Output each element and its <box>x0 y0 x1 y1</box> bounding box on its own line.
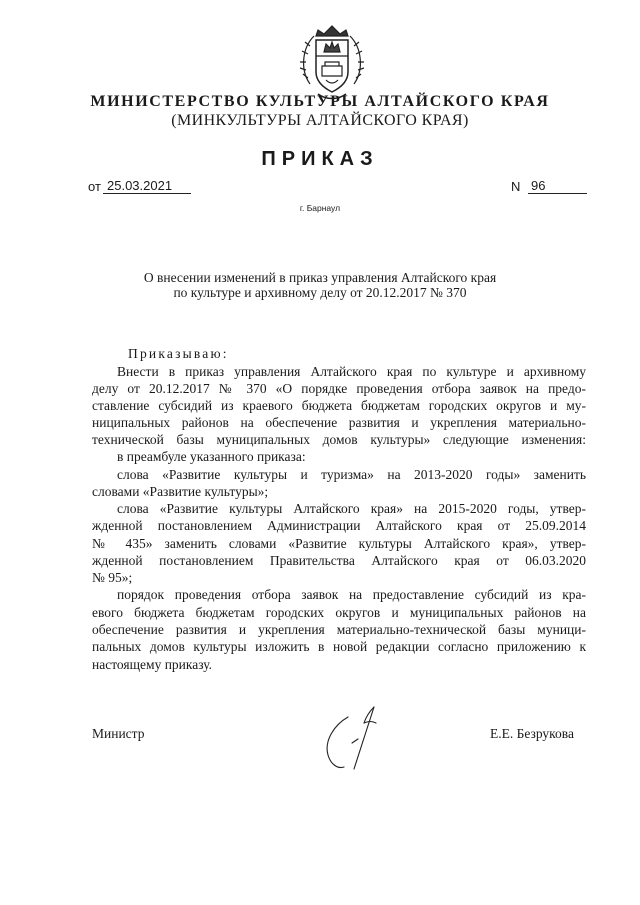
body-line: в преамбуле указанного приказа: <box>117 449 306 464</box>
body-line: настоящему приказу. <box>92 657 213 672</box>
order-subject <box>0 270 640 300</box>
body-line: жденной постановлением Правительства Алтайского края от 06.03.2020 <box>92 553 586 568</box>
signer-position: Министр <box>92 726 145 741</box>
signer-name: Е.Е. Безрукова <box>490 726 574 741</box>
ministry-title: МИНИСТЕРСТВО КУЛЬТУРЫ АЛТАЙСКОГО КРАЯ <box>90 93 550 110</box>
order-word: Приказываю: <box>128 346 229 361</box>
document-type-heading: ПРИКАЗ <box>261 148 379 170</box>
body-line: словами «Развитие культуры»; <box>92 484 269 499</box>
body-line: слова «Развитие культуры и туризма» на 2013-2020 годы» заменить <box>117 467 586 482</box>
coat-of-arms-icon <box>296 22 368 104</box>
body-line: делу от 20.12.2017 № 370 «О порядке проведения отбора заявок на предо- <box>92 381 586 396</box>
order-date: 25.03.2021 <box>103 178 191 194</box>
body-line: № 95»; <box>92 570 133 585</box>
body-line: пальных домов культуры изложить в новой редакции согласно приложению к <box>92 639 586 654</box>
body-line: жденной постановлением Администрации Алтайского края от 25.09.2014 <box>92 518 586 533</box>
body-line: ставление субсидий из краевого бюджета бюджетам городских округов и му- <box>92 398 586 413</box>
subject-line: по культуре и архивному делу от 20.12.2017 № 370 <box>173 285 467 300</box>
body-line: № 435» заменить словами «Развитие культуры Алтайского края», утвер- <box>92 536 586 551</box>
body-line: евого бюджета бюджетам городских округов и муниципальных районов на <box>92 605 586 620</box>
body-line: слова «Развитие культуры Алтайского края» на 2015-2020 годы, утвер- <box>117 501 586 516</box>
body-line: порядок проведения отбора заявок на предоставление субсидий из кра- <box>117 587 586 602</box>
number-label: N <box>511 179 521 194</box>
body-line: Внести в приказ управления Алтайского края по культуре и архивному <box>117 364 586 379</box>
body-line: технической базы муниципальных домов культуры» следующие изменения: <box>92 432 586 447</box>
body-line: ниципальных районов на обеспечение развития и укрепления материально- <box>92 415 586 430</box>
city-name: г. Барнаул <box>299 203 341 213</box>
body-line: обеспечение развития и укрепления материально-технической базы муници- <box>92 622 586 637</box>
order-number: 96 <box>528 178 587 194</box>
ministry-short-title: (МИНКУЛЬТУРЫ АЛТАЙСКОГО КРАЯ) <box>171 112 469 129</box>
subject-line: О внесении изменений в приказ управления Алтайского края <box>143 270 497 285</box>
date-label: от <box>88 179 101 194</box>
handwritten-signature <box>322 703 384 773</box>
